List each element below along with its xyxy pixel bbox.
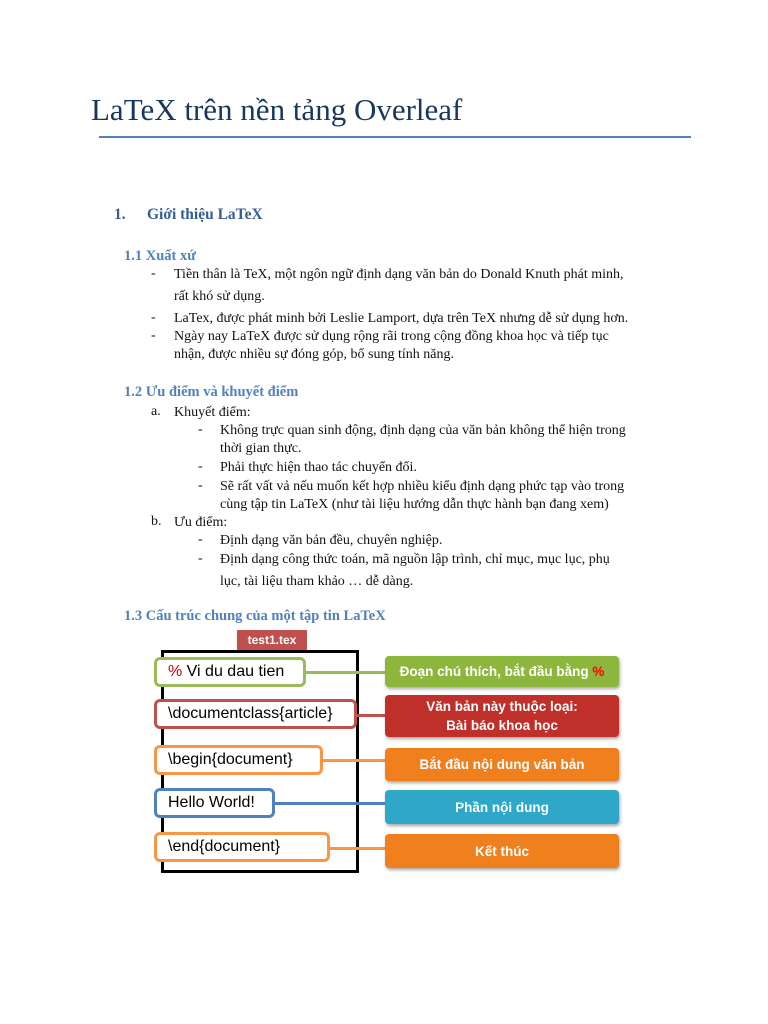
connector-content [275,802,385,805]
callout-text: Kết thúc [475,843,529,859]
list-item-line: Định dạng văn bản đều, chuyên nghiệp. [220,533,443,548]
list-item [174,266,624,306]
list-item-line: LaTex, được phát minh bởi Leslie Lamport, dựa trên TeX nhưng dễ sử dụng hơn. [174,311,629,326]
list-item [174,328,609,364]
callout-content [385,790,619,824]
list-item-line: Tiền thân là TeX, một ngôn ngữ định dạng văn bản do Donald Knuth phát minh, [174,267,624,282]
title-underline [99,136,691,138]
list-item [220,478,624,514]
section-number: 1. [114,206,126,223]
callout-document-type [385,695,619,737]
list-item-line: cùng tập tin LaTeX (như tài liệu hướng dẫn thực hành bạn đang xem) [220,497,609,512]
bullet-dash: - [151,328,156,343]
list-item-line: Sẽ rất vất vả nếu muốn kết hợp nhiều kiểu định dạng phức tạp vào trong [220,479,625,494]
callout-percent: % [592,664,605,679]
callout-begin-content [385,748,619,781]
connector-begin [323,759,385,762]
bullet-dash: - [198,532,203,547]
page-title: LaTeX trên nền tảng Overleaf [91,92,463,127]
callout-comment [385,656,619,687]
callout-text: Phần nội dung [455,799,549,815]
subsection-heading-structure: 1.3 Cấu trúc chung của một tập tin LaTeX [124,608,386,624]
bullet-dash: - [198,422,203,437]
code-text: \documentclass{article} [168,705,333,722]
bullet-dash: - [151,266,156,281]
list-marker-a: a. [151,404,161,419]
list-item-line: Phải thực hiện thao tác chuyển đổi. [220,460,417,475]
list-item-line: Ngày nay LaTeX được sử dụng rộng rãi trong cộng đồng khoa học và tiếp tục [174,329,609,344]
code-text: \end{document} [168,838,281,855]
list-item [220,422,626,458]
list-item [220,459,417,477]
callout-text: Đoạn chú thích, bắt đầu bằng [399,664,593,679]
section-heading [114,206,263,224]
callout-end [385,834,619,868]
callout-text-line2: Bài báo khoa học [446,718,558,733]
code-text: \begin{document} [168,751,293,768]
list-item [220,532,442,550]
code-line-documentclass [154,699,357,729]
code-line-end-document [154,832,330,862]
code-line-hello-world [154,788,275,818]
list-item [174,310,628,328]
list-item-line: thời gian thực. [220,441,302,456]
pros-label: Ưu điểm: [174,515,228,530]
percent-sign: % [168,663,187,680]
callout-text: Văn bản này thuộc loại: [426,699,578,714]
list-item-line: Định dạng công thức toán, mã nguồn lập trình, chỉ mục, mục lục, phụ [220,552,610,567]
subsection-heading-pros-cons: 1.2 Ưu điểm và khuyết điểm [124,384,299,400]
connector-end [330,847,385,850]
connector-documentclass [357,714,385,717]
list-item-line: rất khó sử dụng. [174,289,265,304]
connector-comment [306,671,385,674]
code-text: Hello World! [168,794,255,811]
bullet-dash: - [151,310,156,325]
subsection-heading-origin: 1.1 Xuất xứ [124,248,196,264]
list-item-line: nhận, được nhiều sự đóng góp, bổ sung tính năng. [174,347,454,362]
callout-text: Bắt đầu nội dung văn bản [419,757,585,772]
bullet-dash: - [198,551,203,566]
list-item-line: lục, tài liệu tham khảo … dễ dàng. [220,574,414,589]
bullet-dash: - [198,459,203,474]
code-line-comment [154,657,306,687]
code-text: Vi du dau tien [186,663,285,680]
list-marker-b: b. [151,514,162,529]
bullet-dash: - [198,478,203,493]
list-item-line: Không trực quan sinh động, định dạng của văn bản không thể hiện trong [220,423,626,438]
section-label: Giới thiệu LaTeX [147,206,263,223]
code-line-begin-document [154,745,323,775]
file-name-tab: test1.tex [237,630,307,650]
list-item [220,551,610,591]
cons-label: Khuyết điểm: [174,405,251,420]
